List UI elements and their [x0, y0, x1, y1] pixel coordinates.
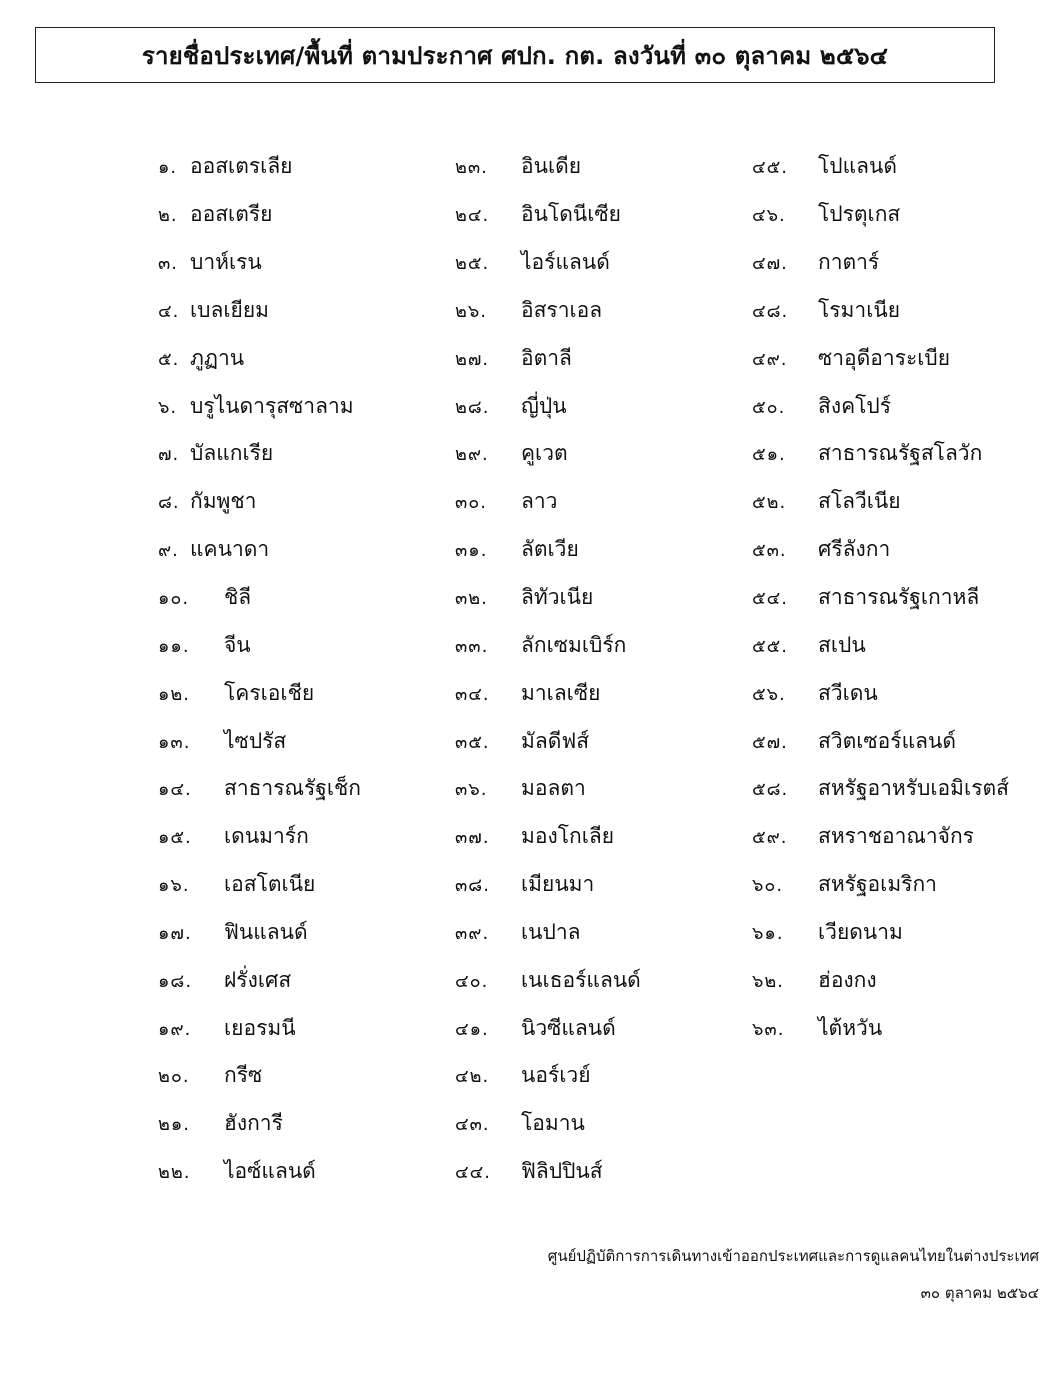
item-number: ๓๖. — [455, 779, 488, 801]
country-list-item — [455, 1004, 641, 1052]
country-list-item — [455, 861, 641, 909]
country-name: ออสเตรเลีย — [190, 154, 293, 179]
item-number: ๒๙. — [455, 444, 489, 466]
country-list-item — [752, 478, 1009, 526]
item-number: ๑๒. — [158, 683, 191, 705]
item-number: ๑๘. — [158, 970, 193, 992]
country-list-item — [455, 574, 641, 622]
country-name: จีน — [224, 632, 251, 657]
country-list-item — [158, 813, 361, 861]
country-list-item — [158, 526, 361, 574]
country-list-item — [158, 239, 361, 287]
country-list-item — [455, 813, 641, 861]
country-name: สวิตเซอร์แลนด์ — [818, 728, 956, 753]
country-list-item — [455, 956, 641, 1004]
country-name: โรมาเนีย — [818, 297, 901, 322]
country-name: กรีซ — [224, 1063, 263, 1088]
country-name: เนเธอร์แลนด์ — [521, 967, 641, 992]
item-number: ๑๗. — [158, 922, 192, 944]
item-number: ๖๐. — [752, 875, 784, 897]
item-number: ๕๕. — [752, 635, 788, 657]
country-list-item — [455, 239, 641, 287]
item-number: ๒๓. — [455, 157, 488, 179]
country-list-item — [158, 621, 361, 669]
item-number: ๘. — [158, 492, 180, 514]
item-number: ๖๒. — [752, 970, 785, 992]
country-name: ฟิลิปปินส์ — [521, 1159, 603, 1184]
country-list-item — [455, 382, 641, 430]
country-list-item — [752, 1004, 1009, 1052]
country-name: มองโกเลีย — [521, 824, 615, 849]
country-list-item — [158, 382, 361, 430]
country-name: สาธารณรัฐเกาหลี — [818, 585, 980, 610]
country-list-item — [158, 909, 361, 957]
country-list-item — [455, 717, 641, 765]
country-name: โอมาน — [521, 1111, 585, 1136]
country-name: เยอรมนี — [224, 1015, 296, 1040]
country-name: ญี่ปุ่น — [521, 393, 567, 418]
country-name: บัลแกเรีย — [190, 441, 274, 466]
item-number: ๑๕. — [158, 827, 192, 849]
country-name: ลัตเวีย — [521, 537, 579, 562]
item-number: ๖๑. — [752, 922, 784, 944]
country-list-item — [455, 1148, 641, 1196]
country-list-item — [158, 717, 361, 765]
item-number: ๑๔. — [158, 779, 192, 801]
item-number: ๑. — [158, 157, 178, 179]
country-list-item — [455, 191, 641, 239]
country-name: ไซปรัส — [224, 728, 287, 753]
item-number: ๔๓. — [455, 1114, 490, 1136]
item-number: ๙. — [158, 540, 179, 562]
country-list-item — [158, 956, 361, 1004]
country-name: ลักเซมเบิร์ก — [521, 632, 627, 657]
country-list-item — [752, 382, 1009, 430]
item-number: ๗. — [158, 444, 180, 466]
country-list-item — [158, 1100, 361, 1148]
item-number: ๒๒. — [158, 1162, 191, 1184]
country-list-item — [455, 334, 641, 382]
country-name: ฮังการี — [224, 1111, 283, 1136]
country-name: เอสโตเนีย — [224, 872, 316, 897]
item-number: ๒๘. — [455, 396, 490, 418]
country-name: คูเวต — [521, 441, 568, 466]
country-list-item — [158, 430, 361, 478]
country-name: ภูฏาน — [190, 345, 245, 370]
country-name: สหรัฐอเมริกา — [818, 872, 937, 897]
country-name: เบลเยียม — [190, 297, 270, 322]
item-number: ๔๙. — [752, 348, 788, 370]
country-list-item — [752, 669, 1009, 717]
item-number: ๔๖. — [752, 205, 786, 227]
country-name: กาตาร์ — [818, 250, 880, 275]
country-name: มอลตา — [521, 776, 586, 801]
item-number: ๓๙. — [455, 922, 490, 944]
item-number: ๔๑. — [455, 1018, 489, 1040]
country-list-item — [752, 334, 1009, 382]
item-number: ๑๖. — [158, 875, 190, 897]
item-number: ๕๒. — [752, 492, 787, 514]
item-number: ๓. — [158, 253, 179, 275]
country-list-item — [752, 621, 1009, 669]
item-number: ๕๓. — [752, 540, 787, 562]
country-name: สวีเดน — [818, 680, 878, 705]
item-number: ๔๐. — [455, 970, 489, 992]
country-name: ออสเตรีย — [190, 202, 273, 227]
item-number: ๔๕. — [752, 157, 788, 179]
country-name: ไต้หวัน — [818, 1015, 883, 1040]
country-name: มาเลเซีย — [521, 680, 601, 705]
item-number: ๕๙. — [752, 827, 788, 849]
item-number: ๓๗. — [455, 827, 490, 849]
country-name: เมียนมา — [521, 872, 595, 897]
country-name: อินเดีย — [521, 154, 582, 179]
item-number: ๕๖. — [752, 683, 786, 705]
country-name: ลิทัวเนีย — [521, 585, 594, 610]
country-list-item — [752, 191, 1009, 239]
country-list-item — [752, 239, 1009, 287]
footer-date: ๓๐ ตุลาคม ๒๕๖๔ — [920, 1284, 1039, 1302]
item-number: ๒๖. — [455, 300, 488, 322]
item-number: ๓๑. — [455, 540, 488, 562]
title-box — [35, 27, 995, 83]
country-list-item — [455, 526, 641, 574]
item-number: ๕๐. — [752, 396, 786, 418]
country-name: มัลดีฟส์ — [521, 728, 590, 753]
country-name: ซาอุดีอาระเบีย — [818, 345, 951, 370]
country-list-item — [455, 1100, 641, 1148]
item-number: ๓๒. — [455, 588, 488, 610]
country-list-item — [158, 669, 361, 717]
country-name: ไอซ์แลนด์ — [224, 1159, 316, 1184]
country-name: ฮ่องกง — [818, 967, 877, 992]
country-list-item — [158, 334, 361, 382]
country-name: สหราชอาณาจักร — [818, 824, 974, 849]
country-name: อิสราเอล — [521, 297, 603, 322]
country-name: ลาว — [521, 489, 558, 514]
country-list-item — [158, 861, 361, 909]
country-list-item — [752, 813, 1009, 861]
item-number: ๕. — [158, 348, 180, 370]
item-number: ๓๘. — [455, 875, 490, 897]
country-name: ฟินแลนด์ — [224, 919, 308, 944]
item-number: ๔๔. — [455, 1162, 491, 1184]
country-name: นิวซีแลนด์ — [521, 1015, 616, 1040]
country-list-item — [455, 143, 641, 191]
country-list-item — [158, 478, 361, 526]
country-list-item — [455, 621, 641, 669]
country-name: เวียดนาม — [818, 919, 903, 944]
country-name: เนปาล — [521, 919, 581, 944]
item-number: ๑๙. — [158, 1018, 192, 1040]
country-list-column-1 — [158, 143, 361, 1196]
country-list-item — [752, 287, 1009, 335]
country-list-item — [455, 909, 641, 957]
country-name: แคนาดา — [190, 537, 270, 562]
country-name: สเปน — [818, 632, 866, 657]
country-name: สาธารณรัฐสโลวัก — [818, 441, 983, 466]
country-name: โครเอเชีย — [224, 680, 315, 705]
item-number: ๕๔. — [752, 588, 788, 610]
item-number: ๓๐. — [455, 492, 488, 514]
document-title: รายชื่อประเทศ/พื้นที่ ตามประกาศ ศปก. กต. ลงวันที่ ๓๐ ตุลาคม ๒๕๖๔ — [141, 41, 889, 70]
country-name: กัมพูชา — [190, 489, 257, 514]
country-list-item — [752, 909, 1009, 957]
item-number: ๔๗. — [752, 253, 788, 275]
country-name: โปแลนด์ — [818, 154, 898, 179]
item-number: ๓๕. — [455, 731, 490, 753]
item-number: ๔๒. — [455, 1066, 490, 1088]
item-number: ๑๑. — [158, 635, 190, 657]
country-name: นอร์เวย์ — [521, 1063, 591, 1088]
item-number: ๕๘. — [752, 779, 789, 801]
country-name: ฝรั่งเศส — [224, 967, 292, 992]
country-list-item — [158, 765, 361, 813]
country-name: สโลวีเนีย — [818, 489, 901, 514]
country-list-item — [158, 287, 361, 335]
item-number: ๔. — [158, 300, 180, 322]
country-list-item — [158, 143, 361, 191]
country-list-item — [752, 574, 1009, 622]
item-number: ๕๗. — [752, 731, 788, 753]
item-number: ๒๔. — [455, 205, 490, 227]
country-name: สหรัฐอาหรับเอมิเรตส์ — [818, 776, 1009, 801]
country-list-item — [752, 526, 1009, 574]
country-name: สาธารณรัฐเช็ก — [224, 776, 361, 801]
country-list-item — [158, 191, 361, 239]
item-number: ๒๑. — [158, 1114, 191, 1136]
item-number: ๑๓. — [158, 731, 191, 753]
country-list-item — [752, 717, 1009, 765]
country-list-item — [455, 287, 641, 335]
country-list-item — [455, 478, 641, 526]
country-list-column-2 — [455, 143, 641, 1196]
country-name: บาห์เรน — [190, 250, 262, 275]
country-list-item — [752, 861, 1009, 909]
country-list-item — [158, 1052, 361, 1100]
country-name: บรูไนดารุสซาลาม — [190, 393, 354, 418]
country-list-item — [752, 956, 1009, 1004]
item-number: ๔๘. — [752, 300, 789, 322]
country-name: อิตาลี — [521, 345, 572, 370]
country-list-item — [752, 765, 1009, 813]
country-list-item — [455, 1052, 641, 1100]
country-list-column-3 — [752, 143, 1009, 1052]
country-list-item — [752, 143, 1009, 191]
footer-organization: ศูนย์ปฏิบัติการการเดินทางเข้าออกประเทศและการดูแลคนไทยในต่างประเทศ — [547, 1247, 1039, 1265]
country-name: โปรตุเกส — [818, 202, 901, 227]
item-number: ๒๗. — [455, 348, 490, 370]
item-number: ๕๑. — [752, 444, 786, 466]
country-list-item — [455, 765, 641, 813]
country-list-item — [752, 430, 1009, 478]
country-name: เดนมาร์ก — [224, 824, 309, 849]
country-name: อินโดนีเซีย — [521, 202, 621, 227]
country-name: สิงคโปร์ — [818, 393, 892, 418]
country-list-item — [455, 669, 641, 717]
item-number: ๖๓. — [752, 1018, 785, 1040]
country-list-item — [455, 430, 641, 478]
country-list-item — [158, 1148, 361, 1196]
item-number: ๓๔. — [455, 683, 490, 705]
item-number: ๑๐. — [158, 588, 190, 610]
item-number: ๒. — [158, 205, 178, 227]
item-number: ๓๓. — [455, 635, 489, 657]
country-list-item — [158, 574, 361, 622]
item-number: ๖. — [158, 396, 178, 418]
country-list-item — [158, 1004, 361, 1052]
item-number: ๒๕. — [455, 253, 490, 275]
country-name: ชิลี — [224, 585, 252, 610]
item-number: ๒๐. — [158, 1066, 190, 1088]
country-name: ไอร์แลนด์ — [521, 250, 610, 275]
country-name: ศรีลังกา — [818, 537, 891, 562]
